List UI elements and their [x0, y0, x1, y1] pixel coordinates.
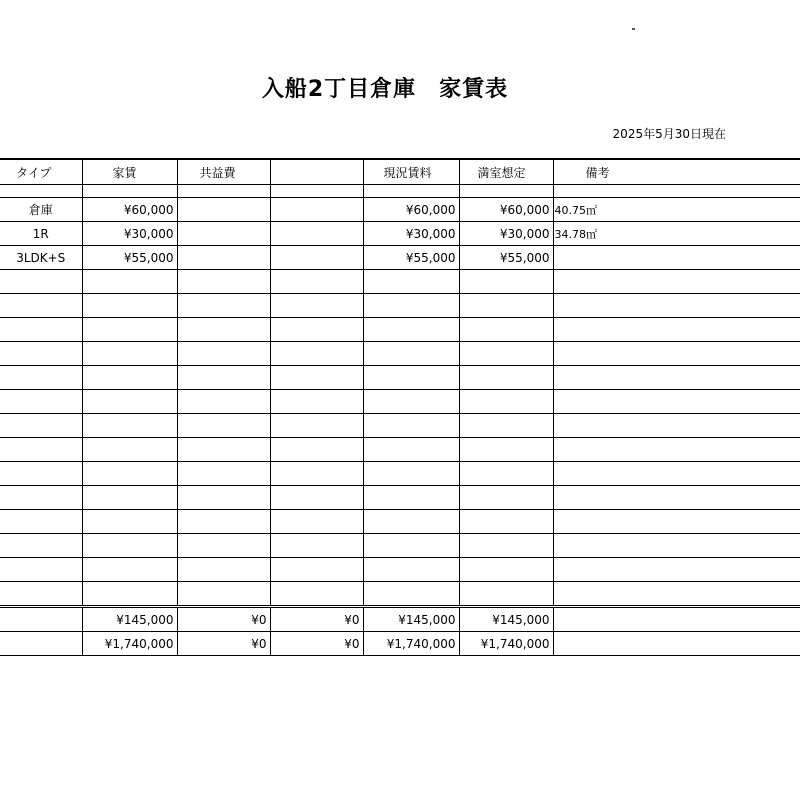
cell-remarks — [553, 318, 800, 342]
cell-full-occupancy — [459, 294, 553, 318]
cell-remarks — [553, 270, 800, 294]
empty-row — [0, 366, 800, 390]
cell-type — [0, 558, 82, 582]
cell-common-fee — [177, 390, 270, 414]
cell-blank — [270, 414, 363, 438]
cell-remarks — [553, 438, 800, 462]
cell-rent: ¥55,000 — [82, 246, 177, 270]
cell-common-fee — [177, 462, 270, 486]
cell-common-fee: ¥0 — [177, 607, 270, 632]
cell-full-occupancy — [459, 534, 553, 558]
cell-current-rent — [363, 486, 459, 510]
cell-rent: ¥60,000 — [82, 198, 177, 222]
header-full-occupancy: 満室想定 — [459, 159, 553, 185]
cell-full-occupancy — [459, 558, 553, 582]
cell-rent — [82, 486, 177, 510]
cell-blank: ¥0 — [270, 632, 363, 656]
cell-blank — [270, 582, 363, 607]
cell-type — [0, 582, 82, 607]
cell-blank — [270, 486, 363, 510]
cell-current-rent: ¥55,000 — [363, 246, 459, 270]
cell-current-rent — [363, 390, 459, 414]
cell-current-rent — [363, 534, 459, 558]
cell-full-occupancy — [459, 462, 553, 486]
header-common-fee: 共益費 — [177, 159, 270, 185]
cell-type — [0, 294, 82, 318]
cell-common-fee — [177, 582, 270, 607]
cell-current-rent — [363, 582, 459, 607]
cell-remarks — [553, 294, 800, 318]
cell-common-fee — [177, 534, 270, 558]
cell-blank — [270, 534, 363, 558]
cell-current-rent: ¥145,000 — [363, 607, 459, 632]
empty-row — [0, 582, 800, 607]
empty-row — [0, 294, 800, 318]
cell-full-occupancy — [459, 342, 553, 366]
cell-type — [0, 462, 82, 486]
empty-row — [0, 510, 800, 534]
cell-blank — [270, 318, 363, 342]
empty-row — [0, 438, 800, 462]
cell-common-fee — [177, 342, 270, 366]
cell-common-fee — [177, 318, 270, 342]
cell-common-fee — [177, 558, 270, 582]
empty-row — [0, 318, 800, 342]
cell-blank — [270, 294, 363, 318]
cell-rent — [82, 270, 177, 294]
table-row — [0, 246, 800, 270]
cell-blank — [270, 558, 363, 582]
cell-remarks — [553, 414, 800, 438]
cell-remarks: 40.75㎡ — [553, 198, 800, 222]
cell-rent: ¥145,000 — [82, 607, 177, 632]
empty-row — [0, 342, 800, 366]
cell-type — [0, 632, 82, 656]
cell-blank — [270, 366, 363, 390]
cell-rent — [82, 342, 177, 366]
header-blank — [270, 159, 363, 185]
cell-remarks — [553, 607, 800, 632]
spacer-row — [0, 185, 800, 198]
cell-remarks — [553, 510, 800, 534]
cell-current-rent — [363, 294, 459, 318]
cell-current-rent — [363, 558, 459, 582]
cell-full-occupancy — [459, 438, 553, 462]
header-type: タイプ — [0, 159, 82, 185]
cell-blank — [270, 390, 363, 414]
cell-type — [0, 366, 82, 390]
cell-full-occupancy — [459, 366, 553, 390]
cell-full-occupancy — [459, 270, 553, 294]
cell-current-rent: ¥30,000 — [363, 222, 459, 246]
scan-speck — [632, 28, 635, 30]
cell-rent — [82, 390, 177, 414]
cell-common-fee — [177, 366, 270, 390]
cell-rent: ¥1,740,000 — [82, 632, 177, 656]
cell-blank: ¥0 — [270, 607, 363, 632]
header-remarks: 備考 — [553, 159, 800, 185]
cell-rent — [82, 558, 177, 582]
cell-type — [0, 438, 82, 462]
rent-table — [0, 158, 800, 656]
cell-current-rent: ¥60,000 — [363, 198, 459, 222]
cell-rent — [82, 438, 177, 462]
header-current-rent: 現況賃料 — [363, 159, 459, 185]
empty-row — [0, 390, 800, 414]
cell-type — [0, 318, 82, 342]
cell-type — [0, 607, 82, 632]
empty-row — [0, 534, 800, 558]
cell-type — [0, 270, 82, 294]
cell-remarks — [553, 366, 800, 390]
cell-type: 3LDK+S — [0, 246, 82, 270]
table-row — [0, 222, 800, 246]
cell-rent — [82, 366, 177, 390]
cell-common-fee — [177, 222, 270, 246]
cell-blank — [270, 510, 363, 534]
cell-rent — [82, 318, 177, 342]
empty-row — [0, 462, 800, 486]
cell-type — [0, 534, 82, 558]
cell-remarks — [553, 558, 800, 582]
cell-current-rent — [363, 414, 459, 438]
total-row-monthly — [0, 607, 800, 632]
empty-row — [0, 558, 800, 582]
cell-full-occupancy: ¥1,740,000 — [459, 632, 553, 656]
cell-type — [0, 510, 82, 534]
cell-type — [0, 342, 82, 366]
cell-rent — [82, 534, 177, 558]
page-title: 入船2丁目倉庫 家賃表 — [261, 77, 509, 102]
cell-remarks — [553, 462, 800, 486]
cell-remarks — [553, 246, 800, 270]
cell-full-occupancy: ¥145,000 — [459, 607, 553, 632]
cell-full-occupancy: ¥30,000 — [459, 222, 553, 246]
cell-remarks — [553, 582, 800, 607]
cell-blank — [270, 342, 363, 366]
cell-rent — [82, 414, 177, 438]
header-row — [0, 159, 800, 185]
cell-full-occupancy — [459, 582, 553, 607]
empty-row — [0, 486, 800, 510]
cell-rent: ¥30,000 — [82, 222, 177, 246]
header-rent: 家賃 — [82, 159, 177, 185]
cell-full-occupancy — [459, 390, 553, 414]
cell-type — [0, 414, 82, 438]
cell-common-fee — [177, 198, 270, 222]
cell-common-fee — [177, 510, 270, 534]
cell-rent — [82, 510, 177, 534]
cell-type: 倉庫 — [0, 198, 82, 222]
cell-type — [0, 486, 82, 510]
cell-common-fee — [177, 294, 270, 318]
cell-blank — [270, 198, 363, 222]
cell-common-fee — [177, 414, 270, 438]
empty-row — [0, 414, 800, 438]
cell-current-rent — [363, 318, 459, 342]
as-of-date: 2025年5月30日現在 — [612, 127, 726, 141]
cell-type — [0, 390, 82, 414]
cell-rent — [82, 462, 177, 486]
cell-remarks — [553, 390, 800, 414]
cell-blank — [270, 246, 363, 270]
cell-common-fee: ¥0 — [177, 632, 270, 656]
cell-remarks — [553, 342, 800, 366]
cell-remarks — [553, 486, 800, 510]
cell-remarks — [553, 534, 800, 558]
cell-remarks: 34.78㎡ — [553, 222, 800, 246]
cell-common-fee — [177, 438, 270, 462]
cell-full-occupancy — [459, 510, 553, 534]
cell-current-rent — [363, 270, 459, 294]
cell-type: 1R — [0, 222, 82, 246]
cell-current-rent — [363, 342, 459, 366]
cell-current-rent: ¥1,740,000 — [363, 632, 459, 656]
total-row-annual — [0, 632, 800, 656]
cell-full-occupancy — [459, 318, 553, 342]
cell-blank — [270, 270, 363, 294]
cell-current-rent — [363, 438, 459, 462]
cell-rent — [82, 582, 177, 607]
cell-remarks — [553, 632, 800, 656]
cell-full-occupancy: ¥60,000 — [459, 198, 553, 222]
cell-rent — [82, 294, 177, 318]
cell-common-fee — [177, 246, 270, 270]
cell-full-occupancy — [459, 414, 553, 438]
cell-blank — [270, 438, 363, 462]
cell-common-fee — [177, 486, 270, 510]
cell-current-rent — [363, 462, 459, 486]
cell-current-rent — [363, 510, 459, 534]
empty-row — [0, 270, 800, 294]
table-row — [0, 198, 800, 222]
cell-full-occupancy: ¥55,000 — [459, 246, 553, 270]
cell-blank — [270, 462, 363, 486]
cell-full-occupancy — [459, 486, 553, 510]
cell-common-fee — [177, 270, 270, 294]
cell-current-rent — [363, 366, 459, 390]
cell-blank — [270, 222, 363, 246]
